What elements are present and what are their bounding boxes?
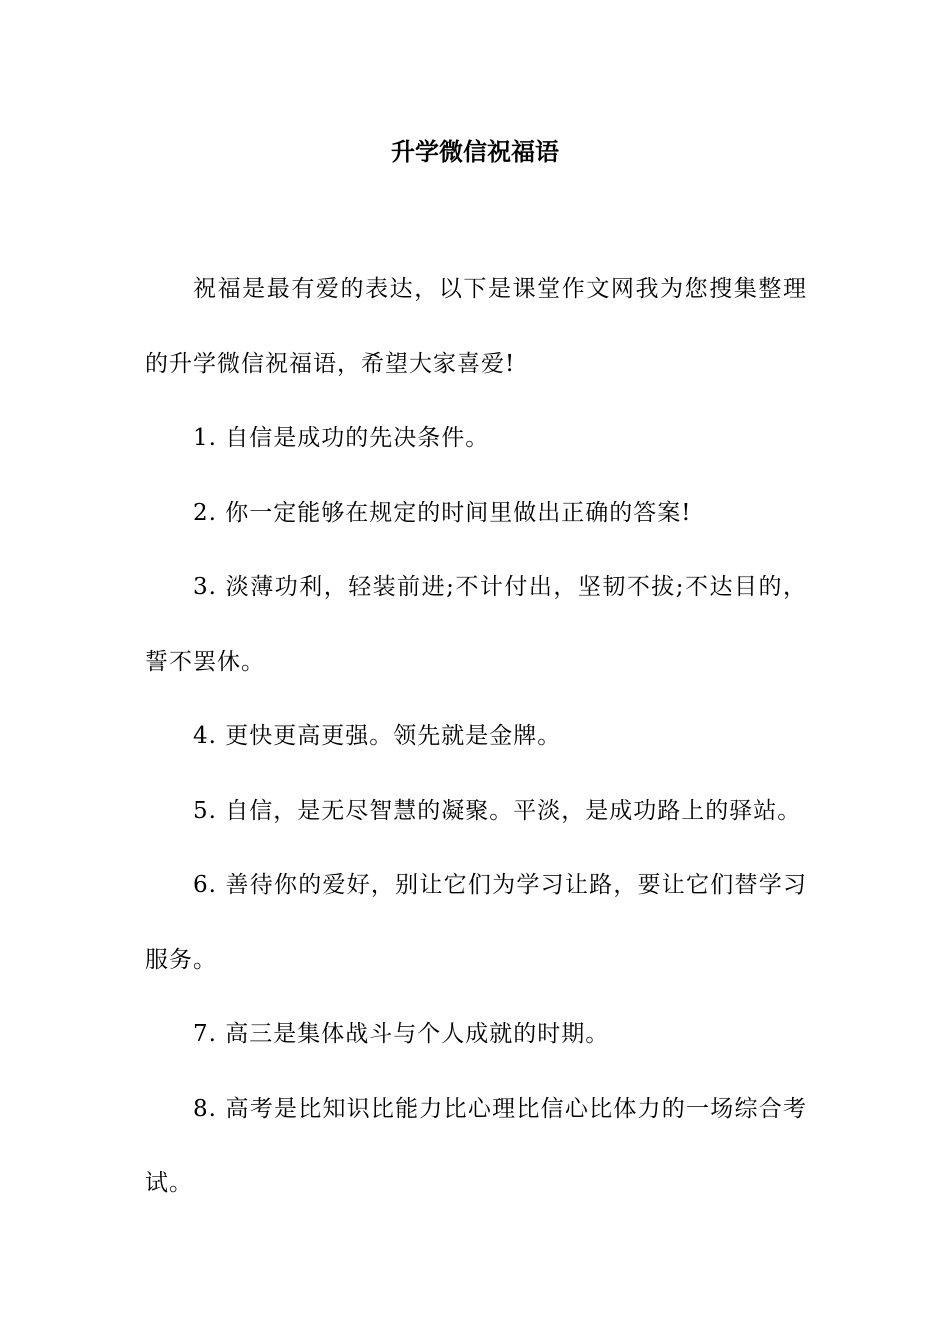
blessing-item-6: 6. 善待你的爱好，别让它们为学习让路，要让它们替学习服务。 — [145, 872, 807, 973]
document-title: 升学微信祝福语 — [391, 137, 559, 166]
blessing-item-4: 4. 更快更高更强。领先就是金牌。 — [193, 723, 562, 749]
blessing-item-3: 3. 淡薄功利，轻装前进;不计付出，坚韧不拔;不达目的，誓不罢休。 — [145, 574, 807, 675]
blessing-item-2: 2. 你一定能够在规定的时间里做出正确的答案! — [193, 499, 692, 526]
blessing-item-5: 5. 自信，是无尽智慧的凝聚。平淡，是成功路上的驿站。 — [193, 797, 802, 824]
blessing-item-1: 1. 自信是成功的先决条件。 — [193, 425, 490, 451]
blessing-item-7: 7. 高三是集体战斗与个人成就的时期。 — [193, 1021, 610, 1047]
document-body — [145, 252, 807, 1221]
blessing-item-8: 8. 高考是比知识比能力比心理比信心比体力的一场综合考试。 — [145, 1095, 807, 1196]
intro-paragraph: 祝福是最有爱的表达，以下是课堂作文网我为您搜集整理的升学微信祝福语，希望大家喜爱! — [145, 276, 807, 377]
